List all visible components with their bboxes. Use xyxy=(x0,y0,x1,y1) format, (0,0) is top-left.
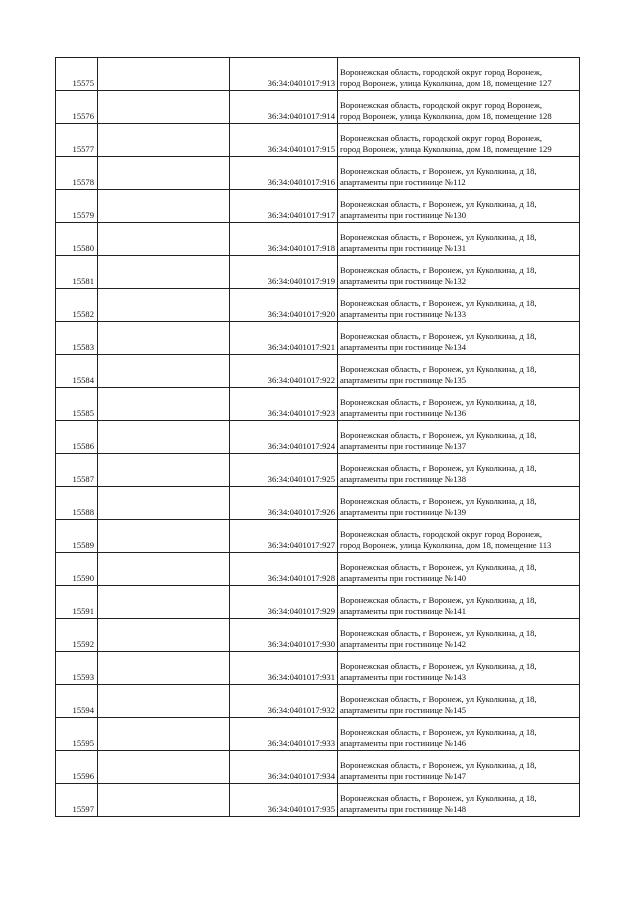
table-row xyxy=(56,388,580,421)
cadastral-number-cell: 36:34:0401017:918 xyxy=(230,223,338,256)
row-number-cell: 15591 xyxy=(56,586,98,619)
empty-cell xyxy=(98,58,230,91)
address-cell xyxy=(338,454,580,487)
row-number-cell: 15584 xyxy=(56,355,98,388)
address-line: Воронежская область, г Воронеж, ул Куколкина, д 18, xyxy=(340,232,537,242)
cadastral-number-cell: 36:34:0401017:929 xyxy=(230,586,338,619)
empty-cell xyxy=(98,421,230,454)
empty-cell xyxy=(98,190,230,223)
table-row xyxy=(56,322,580,355)
row-number-cell: 15586 xyxy=(56,421,98,454)
address-line: апартаменты при гостинице №141 xyxy=(340,606,466,616)
empty-cell xyxy=(98,256,230,289)
address-cell xyxy=(338,223,580,256)
table-row xyxy=(56,256,580,289)
row-number-cell: 15592 xyxy=(56,619,98,652)
address-line: Воронежская область, г Воронеж, ул Куколкина, д 18, xyxy=(340,265,537,275)
empty-cell xyxy=(98,718,230,751)
address-cell xyxy=(338,289,580,322)
address-line: апартаменты при гостинице №140 xyxy=(340,573,466,583)
address-cell xyxy=(338,58,580,91)
cadastral-number-cell: 36:34:0401017:928 xyxy=(230,553,338,586)
row-number-cell: 15587 xyxy=(56,454,98,487)
address-line: Воронежская область, г Воронеж, ул Куколкина, д 18, xyxy=(340,166,537,176)
cadastral-number-cell: 36:34:0401017:923 xyxy=(230,388,338,421)
cadastral-number-cell: 36:34:0401017:915 xyxy=(230,124,338,157)
row-number-cell: 15581 xyxy=(56,256,98,289)
cadastral-number-cell: 36:34:0401017:933 xyxy=(230,718,338,751)
address-cell xyxy=(338,784,580,817)
empty-cell xyxy=(98,157,230,190)
address-line: апартаменты при гостинице №132 xyxy=(340,276,466,286)
cadastral-number-cell: 36:34:0401017:934 xyxy=(230,751,338,784)
empty-cell xyxy=(98,685,230,718)
address-line: Воронежская область, г Воронеж, ул Куколкина, д 18, xyxy=(340,430,537,440)
row-number-cell: 15580 xyxy=(56,223,98,256)
address-line: апартаменты при гостинице №133 xyxy=(340,309,466,319)
address-line: Воронежская область, г Воронеж, ул Куколкина, д 18, xyxy=(340,562,537,572)
empty-cell xyxy=(98,784,230,817)
cadastral-number-cell: 36:34:0401017:935 xyxy=(230,784,338,817)
address-cell xyxy=(338,553,580,586)
address-cell xyxy=(338,91,580,124)
row-number-cell: 15579 xyxy=(56,190,98,223)
empty-cell xyxy=(98,388,230,421)
address-cell xyxy=(338,124,580,157)
address-line: апартаменты при гостинице №143 xyxy=(340,672,466,682)
table-row xyxy=(56,91,580,124)
address-cell xyxy=(338,190,580,223)
empty-cell xyxy=(98,223,230,256)
address-cell xyxy=(338,520,580,553)
row-number-cell: 15575 xyxy=(56,58,98,91)
address-line: апартаменты при гостинице №135 xyxy=(340,375,466,385)
empty-cell xyxy=(98,586,230,619)
cadastral-number-cell: 36:34:0401017:926 xyxy=(230,487,338,520)
address-cell xyxy=(338,355,580,388)
address-cell xyxy=(338,421,580,454)
empty-cell xyxy=(98,652,230,685)
address-cell xyxy=(338,751,580,784)
row-number-cell: 15585 xyxy=(56,388,98,421)
address-line: город Воронеж, улица Куколкина, дом 18, помещение 127 xyxy=(340,78,552,88)
registry-table xyxy=(55,57,580,817)
table-row xyxy=(56,223,580,256)
row-number-cell: 15577 xyxy=(56,124,98,157)
cadastral-number-cell: 36:34:0401017:930 xyxy=(230,619,338,652)
cadastral-number-cell: 36:34:0401017:924 xyxy=(230,421,338,454)
address-line: Воронежская область, городской округ город Воронеж, xyxy=(340,133,543,143)
address-line: апартаменты при гостинице №139 xyxy=(340,507,466,517)
row-number-cell: 15590 xyxy=(56,553,98,586)
address-line: Воронежская область, г Воронеж, ул Куколкина, д 18, xyxy=(340,727,537,737)
address-line: апартаменты при гостинице №136 xyxy=(340,408,466,418)
address-line: Воронежская область, г Воронеж, ул Куколкина, д 18, xyxy=(340,694,537,704)
address-line: Воронежская область, г Воронеж, ул Куколкина, д 18, xyxy=(340,463,537,473)
address-cell xyxy=(338,718,580,751)
empty-cell xyxy=(98,91,230,124)
cadastral-number-cell: 36:34:0401017:920 xyxy=(230,289,338,322)
address-cell xyxy=(338,388,580,421)
table-row xyxy=(56,421,580,454)
table-row xyxy=(56,157,580,190)
row-number-cell: 15583 xyxy=(56,322,98,355)
cadastral-number-cell: 36:34:0401017:922 xyxy=(230,355,338,388)
table-row xyxy=(56,718,580,751)
row-number-cell: 15597 xyxy=(56,784,98,817)
empty-cell xyxy=(98,520,230,553)
cadastral-number-cell: 36:34:0401017:919 xyxy=(230,256,338,289)
address-cell xyxy=(338,652,580,685)
address-line: Воронежская область, городской округ город Воронеж, xyxy=(340,529,543,539)
row-number-cell: 15595 xyxy=(56,718,98,751)
table-row xyxy=(56,454,580,487)
address-line: Воронежская область, г Воронеж, ул Куколкина, д 18, xyxy=(340,661,537,671)
empty-cell xyxy=(98,751,230,784)
table-row xyxy=(56,124,580,157)
table-row xyxy=(56,520,580,553)
address-line: апартаменты при гостинице №147 xyxy=(340,771,466,781)
empty-cell xyxy=(98,553,230,586)
row-number-cell: 15594 xyxy=(56,685,98,718)
empty-cell xyxy=(98,355,230,388)
empty-cell xyxy=(98,124,230,157)
table-row xyxy=(56,652,580,685)
address-line: апартаменты при гостинице №112 xyxy=(340,177,466,187)
address-cell xyxy=(338,619,580,652)
address-line: Воронежская область, г Воронеж, ул Куколкина, д 18, xyxy=(340,793,537,803)
cadastral-number-cell: 36:34:0401017:925 xyxy=(230,454,338,487)
address-line: город Воронеж, улица Куколкина, дом 18, помещение 113 xyxy=(340,540,552,550)
table-row xyxy=(56,58,580,91)
address-line: апартаменты при гостинице №145 xyxy=(340,705,466,715)
address-line: апартаменты при гостинице №148 xyxy=(340,804,466,814)
row-number-cell: 15578 xyxy=(56,157,98,190)
address-line: Воронежская область, г Воронеж, ул Куколкина, д 18, xyxy=(340,760,537,770)
empty-cell xyxy=(98,322,230,355)
address-line: Воронежская область, г Воронеж, ул Куколкина, д 18, xyxy=(340,364,537,374)
empty-cell xyxy=(98,289,230,322)
empty-cell xyxy=(98,454,230,487)
address-cell xyxy=(338,322,580,355)
table-row xyxy=(56,586,580,619)
address-line: Воронежская область, г Воронеж, ул Куколкина, д 18, xyxy=(340,496,537,506)
cadastral-number-cell: 36:34:0401017:914 xyxy=(230,91,338,124)
row-number-cell: 15596 xyxy=(56,751,98,784)
address-line: апартаменты при гостинице №137 xyxy=(340,441,466,451)
cadastral-number-cell: 36:34:0401017:913 xyxy=(230,58,338,91)
table-row xyxy=(56,619,580,652)
address-cell xyxy=(338,685,580,718)
table-row xyxy=(56,190,580,223)
address-line: город Воронеж, улица Куколкина, дом 18, помещение 129 xyxy=(340,144,552,154)
address-cell xyxy=(338,487,580,520)
row-number-cell: 15582 xyxy=(56,289,98,322)
address-line: Воронежская область, г Воронеж, ул Куколкина, д 18, xyxy=(340,298,537,308)
empty-cell xyxy=(98,487,230,520)
row-number-cell: 15593 xyxy=(56,652,98,685)
address-line: город Воронеж, улица Куколкина, дом 18, помещение 128 xyxy=(340,111,552,121)
table-row xyxy=(56,289,580,322)
table-row xyxy=(56,553,580,586)
address-line: апартаменты при гостинице №146 xyxy=(340,738,466,748)
cadastral-number-cell: 36:34:0401017:921 xyxy=(230,322,338,355)
address-line: Воронежская область, г Воронеж, ул Куколкина, д 18, xyxy=(340,331,537,341)
table-row xyxy=(56,685,580,718)
address-line: Воронежская область, городской округ город Воронеж, xyxy=(340,100,543,110)
row-number-cell: 15576 xyxy=(56,91,98,124)
address-line: Воронежская область, г Воронеж, ул Куколкина, д 18, xyxy=(340,628,537,638)
table-row xyxy=(56,355,580,388)
address-line: апартаменты при гостинице №134 xyxy=(340,342,466,352)
address-cell xyxy=(338,256,580,289)
cadastral-number-cell: 36:34:0401017:917 xyxy=(230,190,338,223)
address-line: Воронежская область, г Воронеж, ул Куколкина, д 18, xyxy=(340,397,537,407)
address-line: Воронежская область, городской округ город Воронеж, xyxy=(340,67,543,77)
row-number-cell: 15588 xyxy=(56,487,98,520)
address-cell xyxy=(338,586,580,619)
empty-cell xyxy=(98,619,230,652)
address-line: апартаменты при гостинице №131 xyxy=(340,243,466,253)
address-line: апартаменты при гостинице №130 xyxy=(340,210,466,220)
address-line: апартаменты при гостинице №138 xyxy=(340,474,466,484)
address-cell xyxy=(338,157,580,190)
cadastral-number-cell: 36:34:0401017:931 xyxy=(230,652,338,685)
row-number-cell: 15589 xyxy=(56,520,98,553)
registry-table-body xyxy=(56,58,580,817)
table-row xyxy=(56,784,580,817)
address-line: апартаменты при гостинице №142 xyxy=(340,639,466,649)
address-line: Воронежская область, г Воронеж, ул Куколкина, д 18, xyxy=(340,199,537,209)
cadastral-number-cell: 36:34:0401017:932 xyxy=(230,685,338,718)
table-row xyxy=(56,751,580,784)
cadastral-number-cell: 36:34:0401017:927 xyxy=(230,520,338,553)
cadastral-number-cell: 36:34:0401017:916 xyxy=(230,157,338,190)
address-line: Воронежская область, г Воронеж, ул Куколкина, д 18, xyxy=(340,595,537,605)
table-row xyxy=(56,487,580,520)
